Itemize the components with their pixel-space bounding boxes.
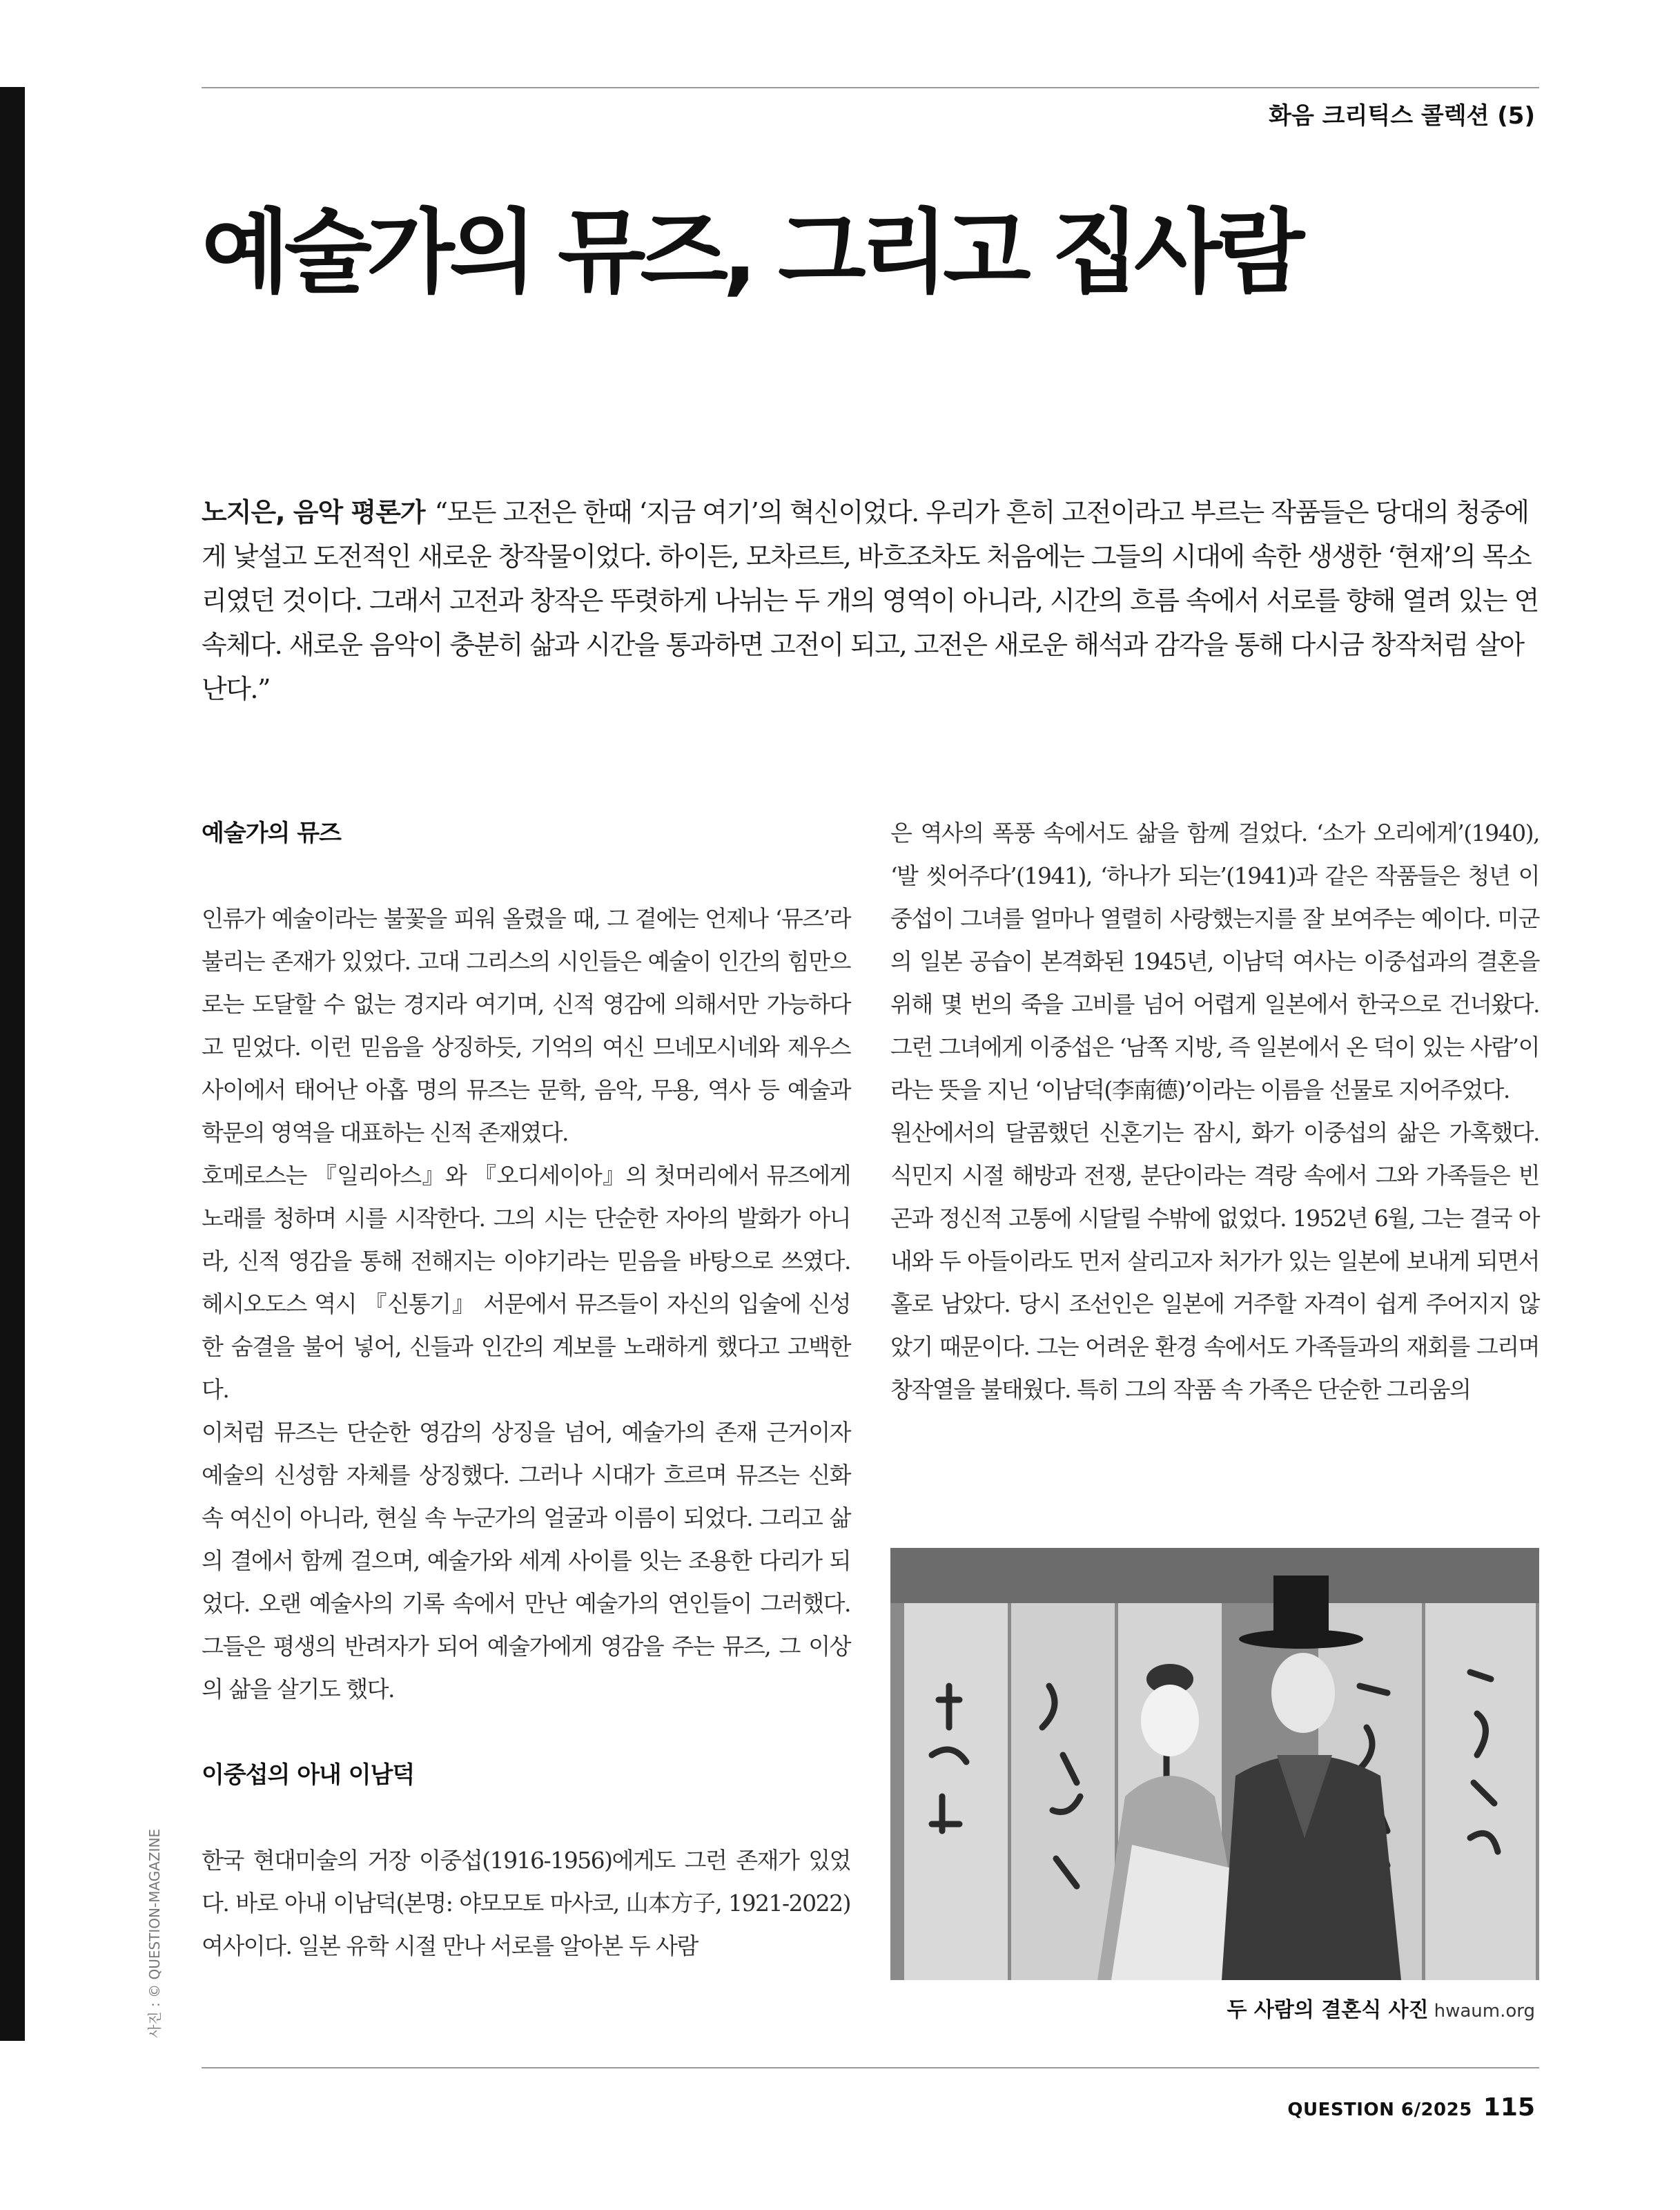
lead-quote-block [202,490,1539,711]
photo-caption: 두 사람의 결혼식 사진 [1227,1998,1429,2022]
side-photo-credit: 사진 : © QUESTION-MAGAZINE [146,1828,163,2038]
article-title: 예술가의 뮤즈, 그리고 집사람 [202,200,1300,306]
paragraph: 호메로스는 『일리아스』와 『오디세이아』의 첫머리에서 뮤즈에게 노래를 청하며 시를 시작한다. 그의 시는 단순한 자아의 발화가 아니라, 신적 영감을 통해 전해지는 이야기라는 믿음을 바탕으로 쓰였다. 헤시오도스 역시 『신통기』 서문에서 뮤즈들이 자신의 입술에 신성한 숨결을 불어 넣어, 신들과 인간의 계보를 노래하게 했다고 고백한다. [202,1162,850,1403]
magazine-issue: QUESTION 6/2025 [1287,2100,1472,2120]
paragraph: 이처럼 뮤즈는 단순한 영감의 상징을 넘어, 예술가의 존재 근거이자 예술의 신성함 자체를 상징했다. 그러나 시대가 흐르며 뮤즈는 신화 속 여신이 아니라, 현실 속 누군가의 얼굴과 이름이 되었다. 그리고 삶의 결에서 함께 걸으며, 예술가와 세계 사이를 잇는 조용한 다리가 되었다. 오랜 예술사의 기록 속에서 만난 예술가의 연인들이 그러했다. 그들은 평생의 반려자가 되어 예술가에게 영감을 주는 뮤즈, 그 이상의 삶을 살기도 했다. [202,1419,850,1703]
paragraph: 원산에서의 달콤했던 신혼기는 잠시, 화가 이중섭의 삶은 가혹했다. 식민지 시절 해방과 전쟁, 분단이라는 격랑 속에서 그와 가족들은 빈곤과 정신적 고통에 시달릴 수밖에 없었다. 1952년 6월, 그는 결국 아내와 두 아들이라도 먼저 살리고자 처가가 있는 일본에 보내게 되면서 홀로 남았다. 당시 조선인은 일본에 거주할 자격이 쉽게 주어지지 않았기 때문이다. 그는 어려운 환경 속에서도 가족들과의 재회를 그리며 창작열을 불태웠다. 특히 그의 작품 속 가족은 단순한 그리움의 [890,1119,1539,1403]
section-heading-lee-namdeok: 이중섭의 아내 이남덕 [202,1761,415,1789]
photo-caption-line [1227,1993,1535,2023]
section-heading-muse: 예술가의 뮤즈 [202,820,341,847]
paragraph: 은 역사의 폭풍 속에서도 삶을 함께 걸었다. ‘소가 오리에게’(1940), ‘발 씻어주다’(1941), ‘하나가 되는’(1941)과 같은 작품들은 청년 이중섭이 그녀를 얼마나 열렬히 사랑했는지를 잘 보여주는 예이다. 미군의 일본 공습이 본격화된 1945년, 이남덕 여사는 이중섭과의 결혼을 위해 몇 번의 죽을 고비를 넘어 어렵게 일본에서 한국으로 건너왔다. 그런 그녀에게 이중섭은 ‘남쪽 지방, 즉 일본에서 온 덕이 있는 사람’이라는 뜻을 지닌 ‘이남덕(李南德)’이라는 이름을 선물로 지어주었다. [890,820,1539,1103]
paragraph: 인류가 예술이라는 불꽃을 피워 올렸을 때, 그 곁에는 언제나 ‘뮤즈’라 불리는 존재가 있었다. 고대 그리스의 시인들은 예술이 인간의 힘만으로는 도달할 수 없는 경지라 여기며, 신적 영감에 의해서만 가능하다고 믿었다. 이런 믿음을 상징하듯, 기억의 여신 므네모시네와 제우스 사이에서 태어난 아홉 명의 뮤즈는 문학, 음악, 무용, 역사 등 예술과 학문의 영역을 대표하는 신적 존재였다. [202,905,850,1146]
author-byline: 노지은, 음악 평론가 [202,497,425,527]
top-rule [202,87,1539,88]
left-edge-bar [0,87,25,2041]
photo-source: hwaum.org [1434,2001,1535,2022]
wedding-photo-illustration [890,1548,1539,1980]
wedding-photo [890,1548,1539,1980]
right-column [890,812,1539,1411]
lead-quote: “모든 고전은 한때 ‘지금 여기’의 혁신이었다. 우리가 흔히 고전이라고 부르는 작품들은 당대의 청중에게 낯설고 도전적인 새로운 창작물이었다. 하이든, 모차르트, 바흐조차도 처음에는 그들의 시대에 속한 생생한 ‘현재’의 목소리였던 것이다. 그래서 고전과 창작은 뚜렷하게 나뉘는 두 개의 영역이 아니라, 시간의 흐름 속에서 서로를 향해 열려 있는 연속체다. 새로운 음악이 충분히 삶과 시간을 통과하면 고전이 되고, 고전은 새로운 해석과 감각을 통해 다시금 창작처럼 살아난다.” [202,497,1539,704]
left-column [202,812,850,1968]
page-footer [1287,2093,1535,2122]
bottom-rule [202,2067,1539,2068]
paragraph: 한국 현대미술의 거장 이중섭(1916-1956)에게도 그런 존재가 있었다. 바로 아내 이남덕(본명: 야모모토 마사코, 山本方子, 1921-2022) 여사이다. 일본 유학 시절 만나 서로를 알아본 두 사람 [202,1847,850,1959]
page-number: 115 [1483,2093,1535,2122]
series-label: 화음 크리틱스 콜렉션 (5) [1269,102,1535,130]
